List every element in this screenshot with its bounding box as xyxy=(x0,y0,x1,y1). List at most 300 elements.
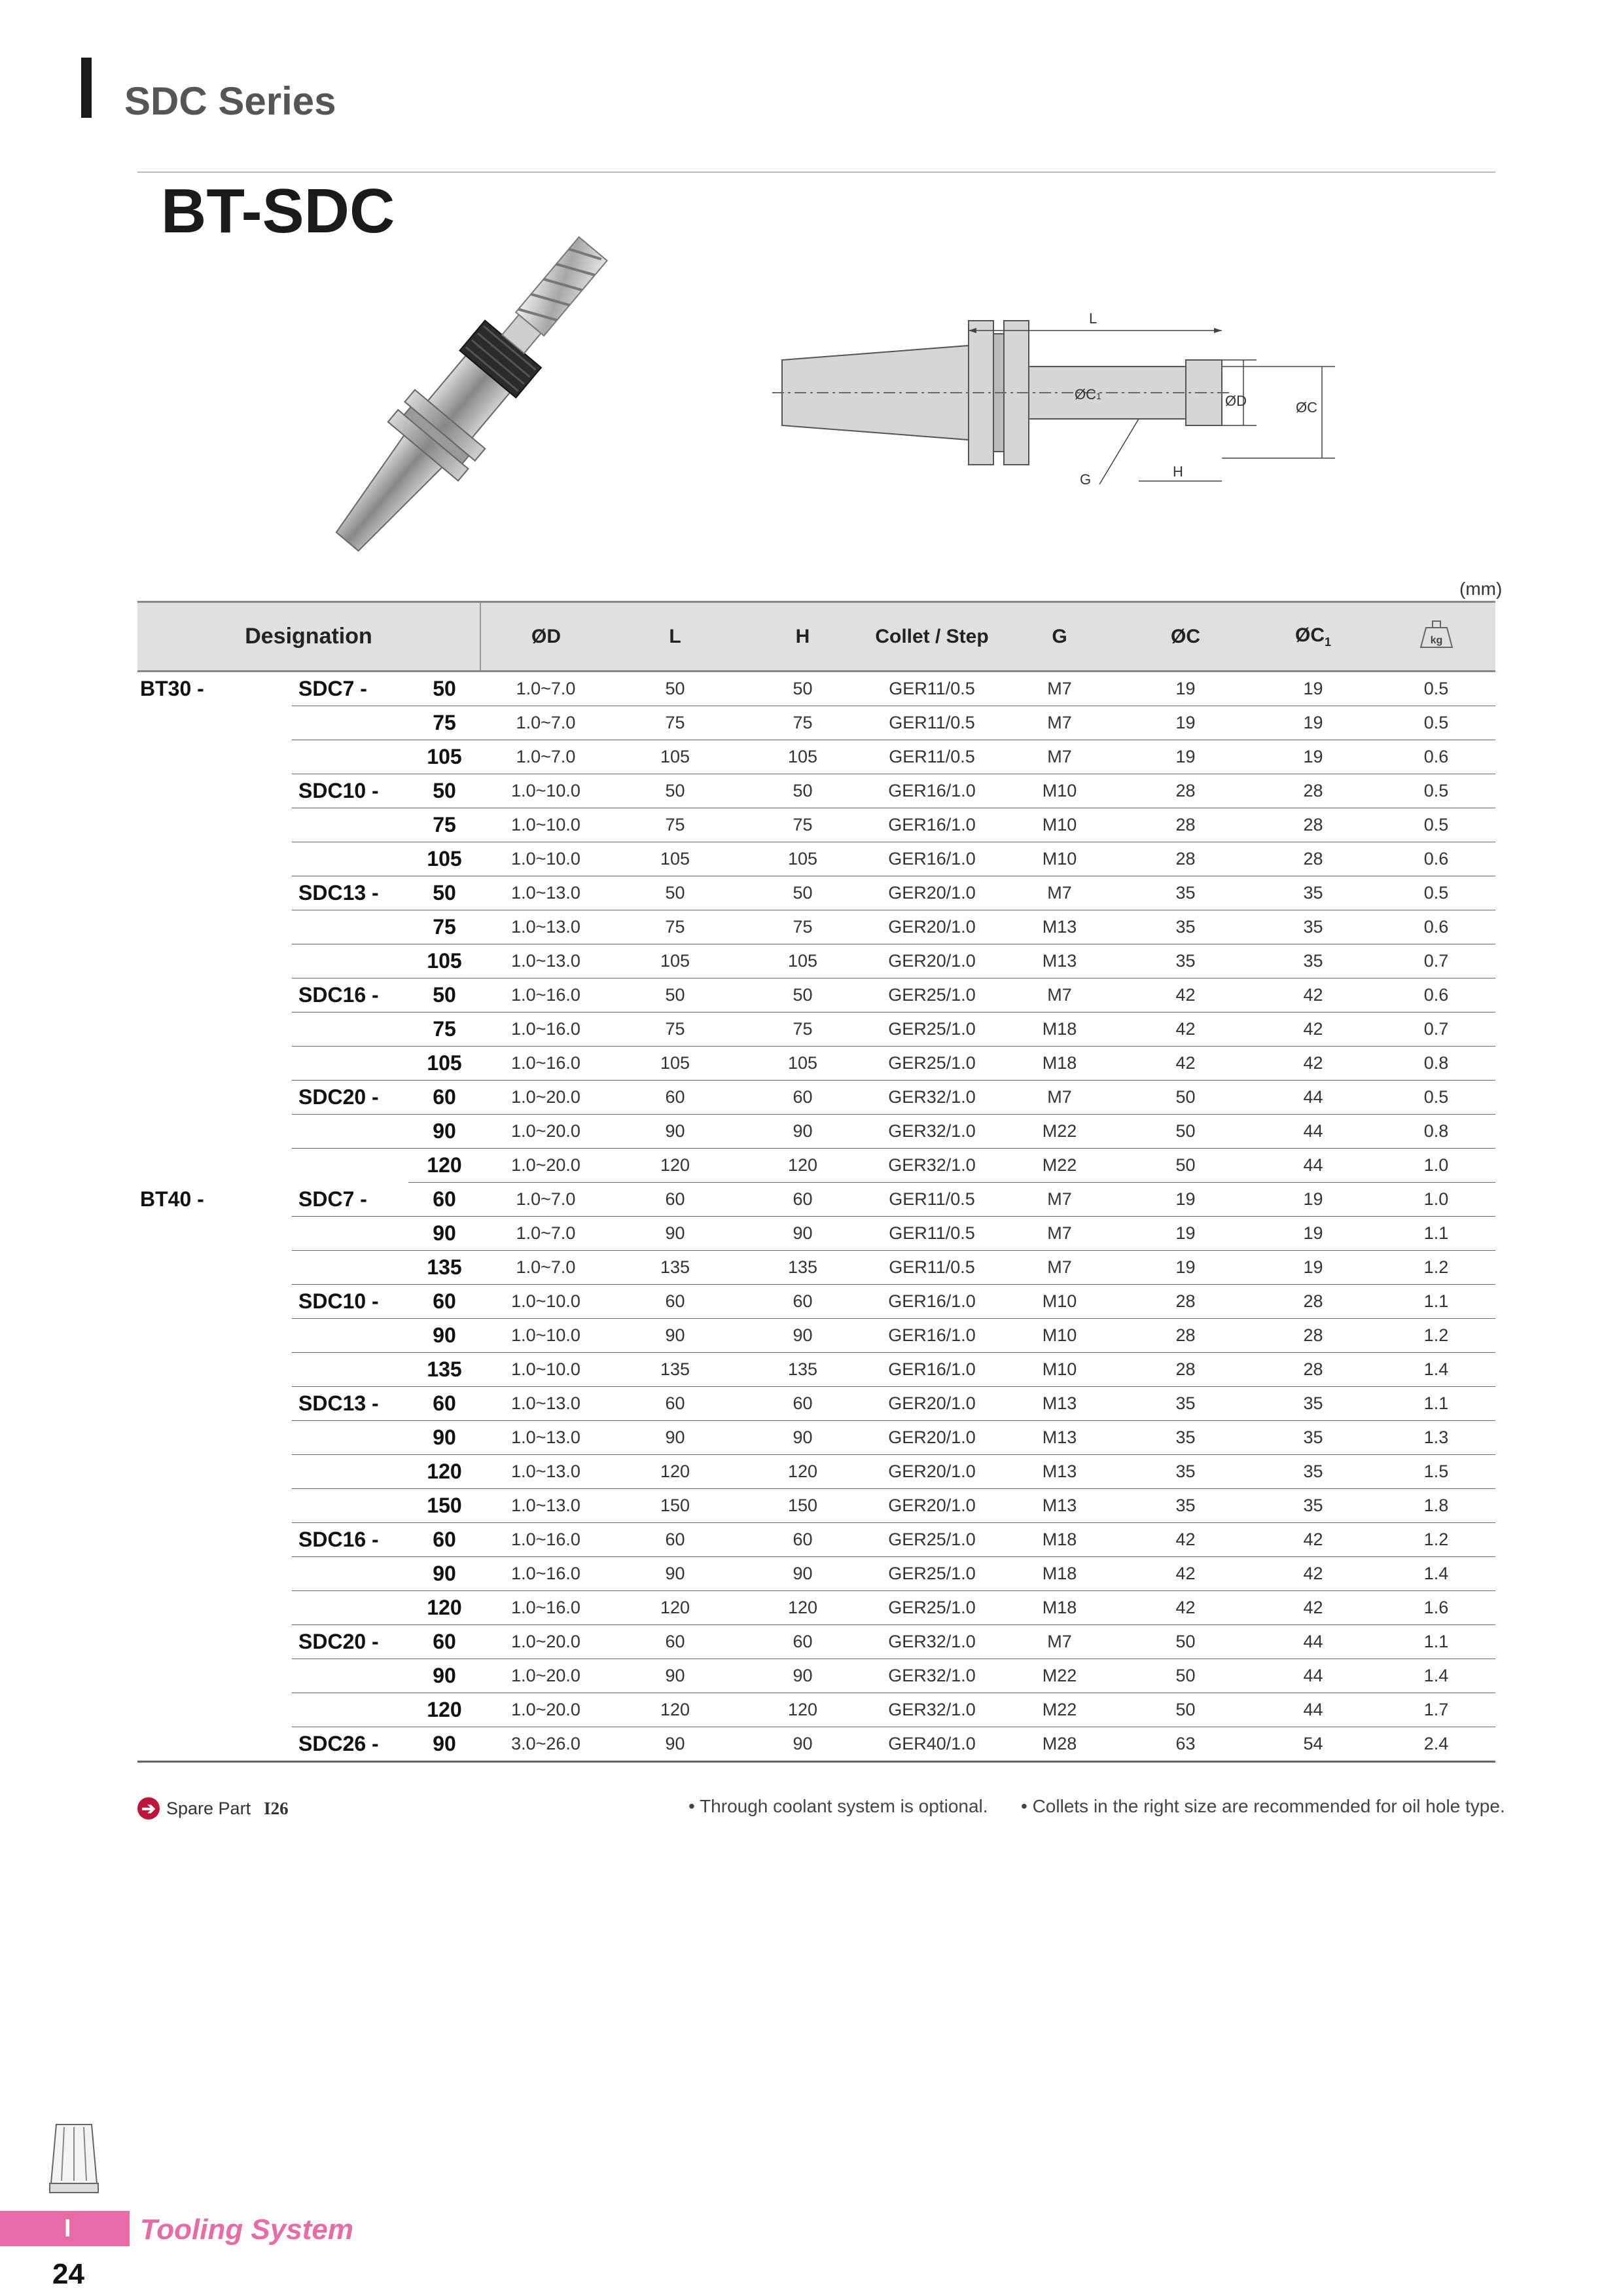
table-row xyxy=(137,1625,1495,1659)
table-row xyxy=(137,1013,1495,1047)
table-row xyxy=(137,774,1495,808)
cell-l: 90 xyxy=(611,1557,739,1591)
cell-c: GER16/1.0 xyxy=(866,1353,997,1387)
cell-l: 105 xyxy=(611,740,739,774)
cell-l: 105 xyxy=(611,1047,739,1081)
cell-oc: 35 xyxy=(1122,1387,1249,1421)
cell-oc: 28 xyxy=(1122,808,1249,842)
arrow-right-icon: ➔ xyxy=(137,1797,160,1820)
cell-d: 1.0~20.0 xyxy=(480,1081,611,1115)
cell-d: 1.0~7.0 xyxy=(480,1183,611,1217)
cell-l: 135 xyxy=(611,1251,739,1285)
table-row xyxy=(137,876,1495,910)
cell-m xyxy=(292,1149,408,1183)
spare-label: Spare Part xyxy=(166,1798,251,1818)
cell-m: SDC16 - xyxy=(292,1523,408,1557)
cell-s: 90 xyxy=(408,1217,480,1251)
cell-oc: 42 xyxy=(1122,1523,1249,1557)
cell-m xyxy=(292,910,408,944)
cell-h: 120 xyxy=(739,1591,866,1625)
cell-g: M13 xyxy=(997,944,1122,978)
cell-c: GER11/0.5 xyxy=(866,740,997,774)
cell-b xyxy=(137,978,292,1013)
weight-icon xyxy=(1417,620,1456,649)
cell-l: 105 xyxy=(611,842,739,876)
cell-b xyxy=(137,876,292,910)
cell-oc1: 28 xyxy=(1249,808,1377,842)
cell-oc1: 19 xyxy=(1249,1217,1377,1251)
cell-l: 105 xyxy=(611,944,739,978)
cell-m xyxy=(292,1455,408,1489)
cell-h: 150 xyxy=(739,1489,866,1523)
cell-oc1: 28 xyxy=(1249,842,1377,876)
cell-b xyxy=(137,706,292,740)
cell-g: M7 xyxy=(997,1217,1122,1251)
cell-s: 120 xyxy=(408,1455,480,1489)
spec-table xyxy=(137,601,1495,1763)
table-row xyxy=(137,1149,1495,1183)
cell-d: 1.0~10.0 xyxy=(480,808,611,842)
cell-g: M22 xyxy=(997,1149,1122,1183)
page-title: BT-SDC xyxy=(161,176,395,246)
table-row xyxy=(137,1319,1495,1353)
table-row xyxy=(137,1285,1495,1319)
col-C1: $ØC_1$ xyxy=(1249,602,1377,672)
cell-m: SDC26 - xyxy=(292,1727,408,1762)
cell-s: 120 xyxy=(408,1693,480,1727)
cell-oc: 28 xyxy=(1122,1285,1249,1319)
table-row xyxy=(137,1489,1495,1523)
table-row xyxy=(137,1557,1495,1591)
cell-b xyxy=(137,1081,292,1115)
cell-c: GER32/1.0 xyxy=(866,1149,997,1183)
cell-d: 1.0~16.0 xyxy=(480,1047,611,1081)
cell-w: 1.1 xyxy=(1377,1625,1495,1659)
cell-b xyxy=(137,1455,292,1489)
table-row xyxy=(137,1659,1495,1693)
header-bar xyxy=(81,58,92,118)
cell-b xyxy=(137,1693,292,1727)
cell-w: 1.6 xyxy=(1377,1591,1495,1625)
cell-m xyxy=(292,1557,408,1591)
table-row xyxy=(137,1387,1495,1421)
cell-m xyxy=(292,1319,408,1353)
cell-b xyxy=(137,944,292,978)
cell-oc: 50 xyxy=(1122,1115,1249,1149)
cell-c: GER20/1.0 xyxy=(866,1455,997,1489)
cell-c: GER25/1.0 xyxy=(866,978,997,1013)
cell-d: 1.0~13.0 xyxy=(480,944,611,978)
cell-h: 75 xyxy=(739,706,866,740)
cell-l: 50 xyxy=(611,978,739,1013)
cell-m: SDC10 - xyxy=(292,1285,408,1319)
cell-oc: 35 xyxy=(1122,1455,1249,1489)
cell-d: 1.0~13.0 xyxy=(480,1421,611,1455)
cell-h: 135 xyxy=(739,1353,866,1387)
cell-g: M13 xyxy=(997,1455,1122,1489)
table-row xyxy=(137,1421,1495,1455)
cell-b xyxy=(137,1115,292,1149)
cell-b xyxy=(137,1591,292,1625)
cell-w: 1.2 xyxy=(1377,1319,1495,1353)
col-designation: Designation xyxy=(137,602,480,672)
cell-b xyxy=(137,1727,292,1762)
cell-s: 105 xyxy=(408,944,480,978)
dim-C1-label: ØC1 xyxy=(1075,386,1101,403)
cell-c: GER25/1.0 xyxy=(866,1557,997,1591)
cell-w: 0.8 xyxy=(1377,1047,1495,1081)
cell-m xyxy=(292,1659,408,1693)
col-G: G xyxy=(997,602,1122,672)
cell-h: 50 xyxy=(739,876,866,910)
cell-h: 105 xyxy=(739,944,866,978)
weight-unit: kg xyxy=(1430,634,1442,646)
cell-oc1: 19 xyxy=(1249,740,1377,774)
cell-w: 0.5 xyxy=(1377,876,1495,910)
cell-w: 1.8 xyxy=(1377,1489,1495,1523)
cell-h: 90 xyxy=(739,1557,866,1591)
cell-b xyxy=(137,1047,292,1081)
cell-oc1: 28 xyxy=(1249,1285,1377,1319)
cell-oc: 50 xyxy=(1122,1149,1249,1183)
cell-oc: 19 xyxy=(1122,1183,1249,1217)
cell-c: GER32/1.0 xyxy=(866,1693,997,1727)
cell-d: 1.0~13.0 xyxy=(480,1387,611,1421)
product-photo xyxy=(262,209,694,563)
cell-w: 1.4 xyxy=(1377,1353,1495,1387)
cell-m xyxy=(292,1353,408,1387)
cell-h: 105 xyxy=(739,740,866,774)
cell-b xyxy=(137,1319,292,1353)
cell-d: 1.0~16.0 xyxy=(480,1591,611,1625)
table-row xyxy=(137,1081,1495,1115)
cell-b: BT40 - xyxy=(140,1187,204,1211)
cell-oc1: 35 xyxy=(1249,1387,1377,1421)
cell-oc: 50 xyxy=(1122,1659,1249,1693)
cell-d: 1.0~10.0 xyxy=(480,1285,611,1319)
cell-h: 50 xyxy=(739,978,866,1013)
cell-d: 1.0~16.0 xyxy=(480,1523,611,1557)
cell-w: 1.1 xyxy=(1377,1285,1495,1319)
cell-l: 60 xyxy=(611,1387,739,1421)
spare-ref: I26 xyxy=(264,1798,289,1818)
cell-g: M13 xyxy=(997,1489,1122,1523)
cell-d: 1.0~7.0 xyxy=(480,1217,611,1251)
cell-g: M7 xyxy=(997,672,1122,706)
cell-b xyxy=(137,1557,292,1591)
table-row xyxy=(137,1115,1495,1149)
cell-m xyxy=(292,1489,408,1523)
table-header-row xyxy=(137,602,1495,672)
cell-m: SDC7 - xyxy=(292,672,408,706)
cell-s: 75 xyxy=(408,910,480,944)
cell-oc1: 28 xyxy=(1249,1353,1377,1387)
cell-s: 105 xyxy=(408,740,480,774)
cell-s: 60 xyxy=(408,1081,480,1115)
cell-oc1: 35 xyxy=(1249,1455,1377,1489)
cell-m: SDC16 - xyxy=(292,978,408,1013)
cell-h: 60 xyxy=(739,1387,866,1421)
cell-s: 60 xyxy=(408,1183,480,1217)
dim-H-label: H xyxy=(1173,463,1183,480)
cell-c: GER32/1.0 xyxy=(866,1659,997,1693)
cell-c: GER25/1.0 xyxy=(866,1523,997,1557)
cell-h: 75 xyxy=(739,910,866,944)
cell-b xyxy=(137,1285,292,1319)
cell-h: 60 xyxy=(739,1625,866,1659)
cell-b xyxy=(137,808,292,842)
cell-s: 60 xyxy=(408,1387,480,1421)
cell-c: GER11/0.5 xyxy=(866,672,997,706)
spare-part-ref[interactable] xyxy=(137,1797,289,1820)
cell-g: M18 xyxy=(997,1591,1122,1625)
table-row xyxy=(137,1591,1495,1625)
cell-g: M7 xyxy=(997,1251,1122,1285)
cell-b xyxy=(137,842,292,876)
cell-oc1: 44 xyxy=(1249,1659,1377,1693)
cell-s: 105 xyxy=(408,1047,480,1081)
cell-m xyxy=(292,1251,408,1285)
cell-oc: 19 xyxy=(1122,672,1249,706)
cell-w: 0.5 xyxy=(1377,672,1495,706)
cell-g: M18 xyxy=(997,1557,1122,1591)
cell-oc: 42 xyxy=(1122,1557,1249,1591)
cell-h: 90 xyxy=(739,1319,866,1353)
cell-g: M10 xyxy=(997,1285,1122,1319)
cell-s: 135 xyxy=(408,1251,480,1285)
cell-m xyxy=(292,1013,408,1047)
table-row xyxy=(137,1693,1495,1727)
cell-s: 50 xyxy=(408,978,480,1013)
header-rule xyxy=(137,171,1495,173)
cell-d: 1.0~16.0 xyxy=(480,978,611,1013)
cell-l: 90 xyxy=(611,1659,739,1693)
cell-w: 0.7 xyxy=(1377,944,1495,978)
cell-oc1: 42 xyxy=(1249,1013,1377,1047)
cell-b xyxy=(137,1251,292,1285)
cell-oc: 28 xyxy=(1122,1353,1249,1387)
cell-c: GER20/1.0 xyxy=(866,1421,997,1455)
cell-b xyxy=(137,774,292,808)
cell-w: 1.4 xyxy=(1377,1557,1495,1591)
cell-l: 75 xyxy=(611,1013,739,1047)
table-row xyxy=(137,1183,1495,1217)
cell-h: 50 xyxy=(739,774,866,808)
page-number: 24 xyxy=(52,2258,84,2290)
cell-s: 60 xyxy=(408,1625,480,1659)
cell-h: 60 xyxy=(739,1183,866,1217)
cell-oc: 42 xyxy=(1122,1591,1249,1625)
cell-oc1: 44 xyxy=(1249,1081,1377,1115)
cell-w: 0.5 xyxy=(1377,706,1495,740)
cell-d: 1.0~16.0 xyxy=(480,1557,611,1591)
cell-oc: 35 xyxy=(1122,910,1249,944)
cell-b xyxy=(137,1149,292,1183)
cell-l: 120 xyxy=(611,1455,739,1489)
cell-oc1: 35 xyxy=(1249,910,1377,944)
cell-h: 135 xyxy=(739,1251,866,1285)
cell-l: 90 xyxy=(611,1217,739,1251)
cell-h: 105 xyxy=(739,842,866,876)
cell-s: 60 xyxy=(408,1285,480,1319)
cell-oc1: 42 xyxy=(1249,1591,1377,1625)
cell-m: SDC20 - xyxy=(292,1625,408,1659)
cell-l: 50 xyxy=(611,876,739,910)
cell-h: 75 xyxy=(739,1013,866,1047)
cell-l: 75 xyxy=(611,706,739,740)
cell-c: GER20/1.0 xyxy=(866,1387,997,1421)
dim-G-label: G xyxy=(1080,471,1092,488)
cell-c: GER32/1.0 xyxy=(866,1625,997,1659)
cell-b xyxy=(137,1421,292,1455)
cell-oc1: 35 xyxy=(1249,1489,1377,1523)
cell-g: M7 xyxy=(997,706,1122,740)
cell-oc1: 42 xyxy=(1249,978,1377,1013)
cell-oc: 28 xyxy=(1122,842,1249,876)
cell-w: 1.0 xyxy=(1377,1149,1495,1183)
cell-d: 1.0~16.0 xyxy=(480,1013,611,1047)
cell-d: 1.0~10.0 xyxy=(480,842,611,876)
series-title: SDC Series xyxy=(124,79,336,123)
cell-h: 90 xyxy=(739,1115,866,1149)
cell-m: SDC10 - xyxy=(292,774,408,808)
cell-s: 50 xyxy=(408,774,480,808)
cell-oc: 35 xyxy=(1122,944,1249,978)
cell-oc1: 44 xyxy=(1249,1693,1377,1727)
cell-g: M13 xyxy=(997,1421,1122,1455)
cell-oc: 42 xyxy=(1122,1013,1249,1047)
cell-g: M10 xyxy=(997,1319,1122,1353)
cell-l: 75 xyxy=(611,808,739,842)
cell-l: 60 xyxy=(611,1523,739,1557)
cell-h: 90 xyxy=(739,1217,866,1251)
cell-s: 90 xyxy=(408,1421,480,1455)
cell-l: 60 xyxy=(611,1081,739,1115)
cell-l: 50 xyxy=(611,672,739,706)
cell-w: 0.8 xyxy=(1377,1115,1495,1149)
col-weight xyxy=(1377,602,1495,672)
cell-w: 1.2 xyxy=(1377,1251,1495,1285)
cell-b xyxy=(137,1217,292,1251)
cell-h: 90 xyxy=(739,1659,866,1693)
cell-h: 75 xyxy=(739,808,866,842)
cell-g: M10 xyxy=(997,808,1122,842)
cell-d: 1.0~10.0 xyxy=(480,774,611,808)
cell-w: 0.6 xyxy=(1377,910,1495,944)
cell-m xyxy=(292,1421,408,1455)
cell-g: M10 xyxy=(997,1353,1122,1387)
cell-g: M7 xyxy=(997,1625,1122,1659)
cell-d: 3.0~26.0 xyxy=(480,1727,611,1762)
cell-h: 120 xyxy=(739,1455,866,1489)
cell-w: 0.5 xyxy=(1377,774,1495,808)
cell-m xyxy=(292,1591,408,1625)
table-row xyxy=(137,910,1495,944)
cell-m xyxy=(292,740,408,774)
cell-w: 2.4 xyxy=(1377,1727,1495,1762)
cell-c: GER16/1.0 xyxy=(866,842,997,876)
cell-oc1: 28 xyxy=(1249,1319,1377,1353)
cell-m xyxy=(292,1047,408,1081)
col-C: ØC xyxy=(1122,602,1249,672)
cell-b xyxy=(137,1659,292,1693)
cell-d: 1.0~20.0 xyxy=(480,1149,611,1183)
cell-s: 90 xyxy=(408,1557,480,1591)
cell-m: SDC7 - xyxy=(292,1183,408,1217)
cell-s: 105 xyxy=(408,842,480,876)
dim-D-label: ØD xyxy=(1225,393,1247,409)
cell-c: GER16/1.0 xyxy=(866,1285,997,1319)
cell-g: M7 xyxy=(997,978,1122,1013)
cell-g: M18 xyxy=(997,1047,1122,1081)
cell-w: 1.4 xyxy=(1377,1659,1495,1693)
cell-d: 1.0~10.0 xyxy=(480,1319,611,1353)
cell-d: 1.0~13.0 xyxy=(480,876,611,910)
cell-g: M18 xyxy=(997,1013,1122,1047)
cell-oc: 35 xyxy=(1122,876,1249,910)
cell-c: GER16/1.0 xyxy=(866,808,997,842)
cell-w: 0.6 xyxy=(1377,842,1495,876)
cell-l: 120 xyxy=(611,1149,739,1183)
cell-oc1: 44 xyxy=(1249,1149,1377,1183)
table-row xyxy=(137,842,1495,876)
cell-h: 90 xyxy=(739,1421,866,1455)
cell-s: 120 xyxy=(408,1591,480,1625)
note-coolant: • Through coolant system is optional. xyxy=(688,1796,988,1816)
table-row xyxy=(137,944,1495,978)
cell-s: 90 xyxy=(408,1659,480,1693)
cell-h: 90 xyxy=(739,1727,866,1762)
cell-w: 1.1 xyxy=(1377,1217,1495,1251)
cell-c: GER11/0.5 xyxy=(866,706,997,740)
cell-d: 1.0~20.0 xyxy=(480,1115,611,1149)
cell-oc: 19 xyxy=(1122,706,1249,740)
cell-c: GER11/0.5 xyxy=(866,1217,997,1251)
cell-h: 50 xyxy=(739,672,866,706)
cell-d: 1.0~20.0 xyxy=(480,1693,611,1727)
cell-d: 1.0~7.0 xyxy=(480,672,611,706)
cell-g: M7 xyxy=(997,876,1122,910)
cell-l: 90 xyxy=(611,1727,739,1762)
cell-b xyxy=(137,1353,292,1387)
col-H: H xyxy=(739,602,866,672)
cell-b xyxy=(137,1013,292,1047)
note-collets: • Collets in the right size are recommended for oil hole type. xyxy=(1021,1796,1505,1816)
cell-m xyxy=(292,1693,408,1727)
cell-l: 120 xyxy=(611,1591,739,1625)
cell-s: 75 xyxy=(408,706,480,740)
cell-s: 75 xyxy=(408,1013,480,1047)
cell-m xyxy=(292,1217,408,1251)
table-row xyxy=(137,740,1495,774)
cell-oc: 19 xyxy=(1122,1217,1249,1251)
cell-b xyxy=(137,1387,292,1421)
cell-g: M22 xyxy=(997,1693,1122,1727)
cell-oc1: 35 xyxy=(1249,1421,1377,1455)
cell-l: 60 xyxy=(611,1285,739,1319)
cell-d: 1.0~7.0 xyxy=(480,740,611,774)
cell-oc1: 19 xyxy=(1249,1183,1377,1217)
cell-w: 1.1 xyxy=(1377,1387,1495,1421)
cell-m xyxy=(292,944,408,978)
cell-c: GER40/1.0 xyxy=(866,1727,997,1762)
technical-drawing xyxy=(772,268,1348,504)
cell-l: 90 xyxy=(611,1319,739,1353)
cell-c: GER25/1.0 xyxy=(866,1591,997,1625)
cell-oc: 28 xyxy=(1122,1319,1249,1353)
cell-d: 1.0~13.0 xyxy=(480,1455,611,1489)
table-row xyxy=(137,1455,1495,1489)
